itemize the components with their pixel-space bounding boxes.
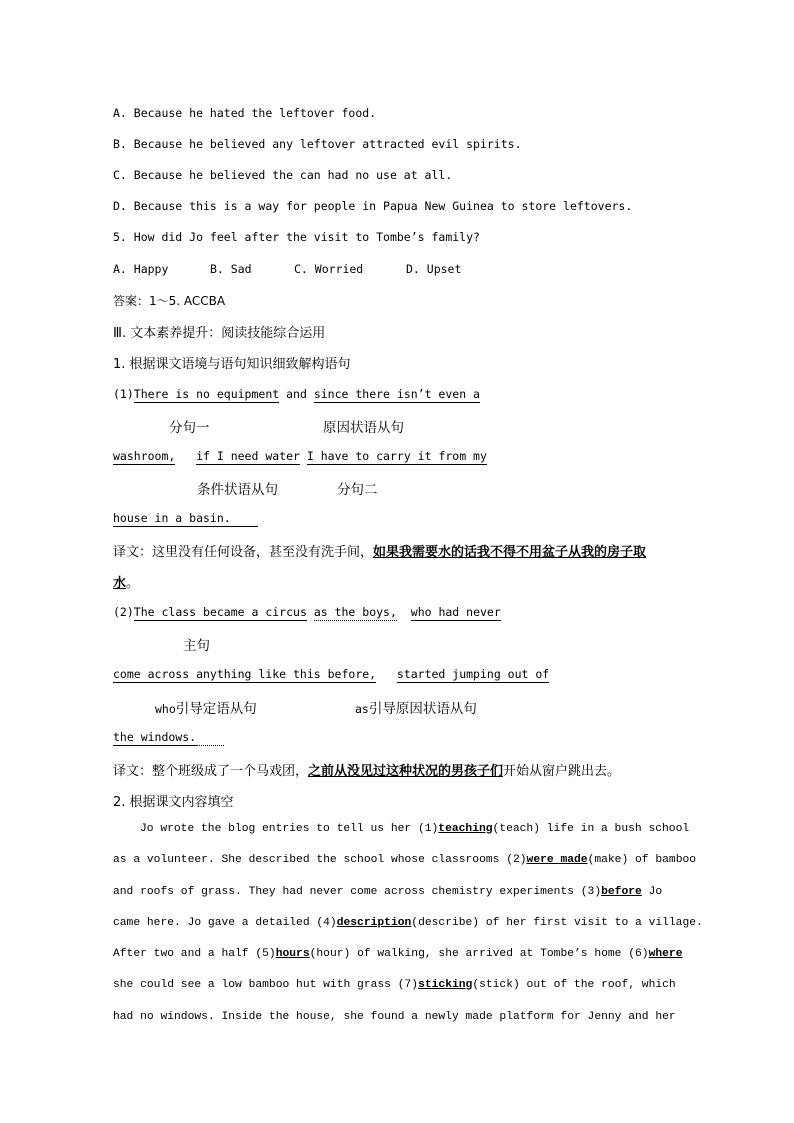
subsection-1-title: 1. 根据课文语境与语句知识细致解构语句 bbox=[113, 357, 351, 372]
passage-text: (make) of bamboo bbox=[587, 854, 697, 866]
label-main-clause: 主句 bbox=[183, 638, 210, 654]
passage-text: came here. Jo gave a detailed (4) bbox=[113, 917, 337, 929]
clause-1: There is no equipment bbox=[133, 387, 280, 401]
translation-1-line-1 bbox=[113, 541, 646, 560]
question-5: 5. How did Jo feel after the visit to Tombe’s family? bbox=[113, 230, 480, 244]
translation-2-end: 开始从窗户跳出去。 bbox=[503, 764, 621, 779]
label-as-desc: 引导原因状语从句 bbox=[368, 701, 477, 717]
q5-option-a: A. Happy bbox=[113, 262, 169, 276]
option-b: B. Because he believed any leftover attracted evil spirits. bbox=[113, 137, 522, 151]
option-d: D. Because this is a way for people in Papua New Guinea to store leftovers. bbox=[113, 199, 633, 213]
label-condition-clause: 条件状语从句 bbox=[197, 482, 278, 498]
answer-7: sticking bbox=[418, 979, 473, 991]
sentence-1-line-2 bbox=[113, 449, 487, 463]
q5-option-b: B. Sad bbox=[210, 262, 252, 276]
answer-2: were made bbox=[526, 854, 588, 866]
passage-text: she could see a low bamboo hut with grass (7) bbox=[113, 979, 419, 991]
passage-text: as a volunteer. She described the school whose classrooms (2) bbox=[113, 854, 527, 866]
main-clause: The class became a circus bbox=[133, 605, 307, 619]
main-clause-cont: started jumping out of bbox=[396, 667, 550, 681]
main-clause-end: the windows. bbox=[113, 730, 197, 744]
answer-6: where bbox=[648, 948, 683, 960]
passage-line-4 bbox=[113, 917, 703, 929]
q5-option-d: D. Upset bbox=[406, 262, 462, 276]
sentence-1-line-1 bbox=[113, 387, 480, 401]
translation-2-text: 译文：整个班级成了一个马戏团， bbox=[113, 764, 309, 779]
as-clause: as the boys, bbox=[313, 605, 397, 619]
clause-2-cont: house in a basin. bbox=[113, 511, 231, 525]
answer-1: teaching bbox=[438, 823, 493, 835]
answer-key: 答案：1～5. ACCBA bbox=[113, 294, 226, 308]
passage-text: Jo wrote the blog entries to tell us her (1) bbox=[140, 823, 439, 835]
sentence-1-prefix: (1) bbox=[113, 387, 134, 401]
q5-option-c: C. Worried bbox=[294, 262, 364, 276]
label-clause-2: 分句二 bbox=[337, 482, 378, 498]
sentence-1-line-3 bbox=[113, 511, 258, 525]
translation-1-text: 译文：这里没有任何设备，甚至没有洗手间， bbox=[113, 545, 374, 560]
option-c: C. Because he believed the can had no use at all. bbox=[113, 168, 453, 182]
passage-text: (hour) of walking, she arrived at Tombe’s home (6) bbox=[309, 948, 649, 960]
clause-2: I have to carry it from my bbox=[306, 449, 487, 463]
translation-1-emphasis: 如果我需要水的话我不得不用盆子从我的房子取 bbox=[373, 545, 647, 560]
answer-3: before bbox=[601, 886, 642, 898]
label-reason-clause: 原因状语从句 bbox=[323, 420, 404, 436]
label-as-clause bbox=[355, 697, 477, 717]
label-who-clause bbox=[155, 697, 257, 717]
translation-1-emphasis-end: 水 bbox=[113, 576, 127, 591]
passage-line-5 bbox=[113, 948, 681, 960]
translation-1-period: 。 bbox=[126, 576, 140, 591]
passage-text: and roofs of grass. They had never come across chemistry experiments (3) bbox=[113, 886, 602, 898]
sentence-2-line-3 bbox=[113, 730, 224, 744]
label-as-word: as bbox=[355, 702, 369, 716]
passage-text: After two and a half (5) bbox=[113, 948, 276, 960]
subsection-2-title: 2. 根据课文内容填空 bbox=[113, 795, 234, 810]
passage-line-1 bbox=[113, 823, 690, 835]
sentence-2-prefix: (2) bbox=[113, 605, 134, 619]
sentence-2-line-1 bbox=[113, 605, 501, 619]
translation-2-emphasis: 之前从没见过这种状况的男孩子们 bbox=[308, 764, 504, 779]
passage-text: (describe) of her first visit to a village. bbox=[411, 917, 703, 929]
option-a: A. Because he hated the leftover food. bbox=[113, 106, 377, 120]
clause-condition: if I need water bbox=[196, 449, 300, 463]
answer-4: description bbox=[336, 917, 412, 929]
translation-2 bbox=[113, 760, 620, 779]
who-clause-cont: come across anything like this before, bbox=[113, 667, 377, 681]
passage-line-7: had no windows. Inside the house, she found a newly made platform for Jenny and her bbox=[113, 1011, 676, 1023]
section-title: Ⅲ. 文本素养提升：阅读技能综合运用 bbox=[113, 326, 326, 341]
answer-5: hours bbox=[275, 948, 310, 960]
clause-reason-cont: washroom, bbox=[113, 449, 176, 463]
passage-text: Jo bbox=[641, 886, 663, 898]
label-clause-1: 分句一 bbox=[169, 420, 210, 436]
translation-1-line-2 bbox=[113, 572, 139, 591]
conjunction: and bbox=[279, 387, 314, 401]
clause-reason: since there isn’t even a bbox=[313, 387, 480, 401]
passage-text: (teach) life in a bush school bbox=[492, 823, 690, 835]
passage-line-6 bbox=[113, 979, 681, 991]
passage-line-3 bbox=[113, 886, 681, 898]
passage-line-2 bbox=[113, 854, 697, 866]
sentence-2-line-2 bbox=[113, 667, 549, 681]
passage-text: (stick) out of the roof, which bbox=[472, 979, 676, 991]
label-who-word: who bbox=[155, 702, 176, 716]
label-who-desc: 引导定语从句 bbox=[175, 701, 257, 717]
who-clause: who had never bbox=[410, 605, 501, 619]
